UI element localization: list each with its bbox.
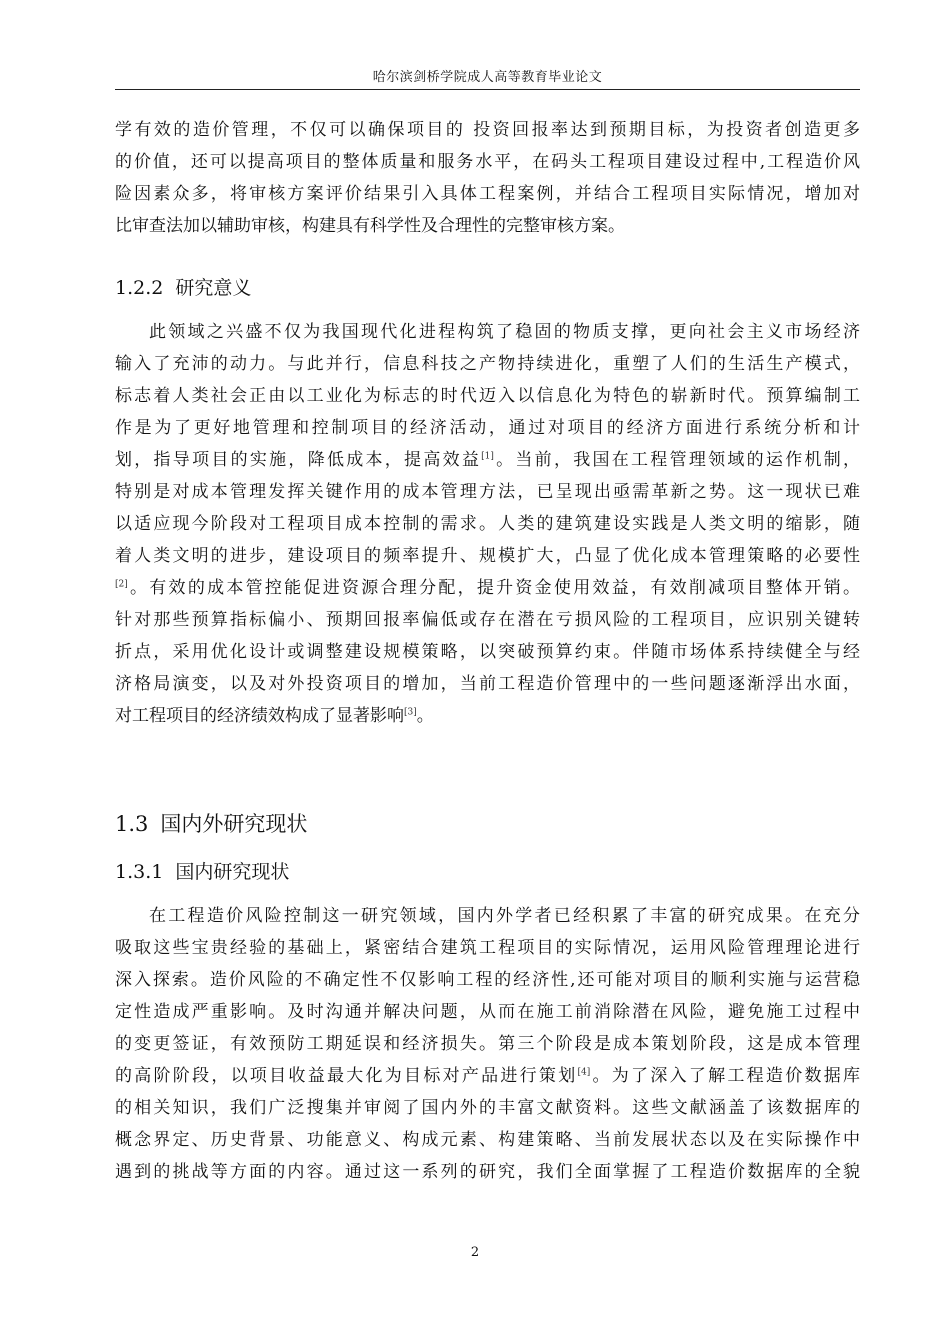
heading-number: 1.2.2 [115, 277, 164, 299]
text-line: 特别是对成本管理发挥关键作用的成本管理方法，已呈现出亟需革新之势。这一现状已难 [115, 482, 860, 502]
text-line: 的相关知识，我们广泛搜集并审阅了国内外的丰富文献资料。这些文献涵盖了该数据库的 [115, 1098, 860, 1118]
text-line: 定性造成严重影响。及时沟通并解决问题，从而在施工前消除潜在风险，避免施工过程中 [115, 1002, 860, 1022]
text-line: 标志着人类社会正由以工业化为标志的时代迈入以信息化为特色的崭新时代。预算编制工 [115, 386, 860, 406]
text-line: 济格局演变，以及对外投资项目的增加，当前工程造价管理中的一些问题逐渐浮出水面， [115, 674, 860, 694]
text-line: 深入探索。造价风险的不确定性不仅影响工程的经济性,还可能对项目的顺利实施与运营稳 [115, 970, 860, 990]
text-line: 着人类文明的进步，建设项目的频率提升、规模扩大，凸显了优化成本管理策略的必要性 [115, 546, 860, 566]
text-line [115, 700, 860, 732]
text-line [115, 1060, 860, 1092]
text-segment: 。为了深入了解工程造价数据库 [590, 1066, 861, 1086]
text-line: 针对那些预算指标偏小、预期回报率偏低或存在潜在亏损风险的工程项目，应识别关键转 [115, 610, 860, 630]
text-line: 学有效的造价管理，不仅可以确保项目的 投资回报率达到预期目标，为投资者创造更多 [115, 120, 860, 140]
text-line: 险因素众多，将审核方案评价结果引入具体工程案例，并结合工程项目实际情况，增加对 [115, 184, 860, 204]
text-segment: 。有效的成本管控能促进资源合理分配，提升资金使用效益，有效削减项目整体开销。 [127, 578, 860, 598]
running-header: 哈尔滨剑桥学院成人高等教育毕业论文 [372, 70, 603, 85]
text-line: 概念界定、历史背景、功能意义、构成元素、构建策略、当前发展状态以及在实际操作中 [115, 1130, 860, 1150]
heading-number: 1.3 [115, 812, 149, 836]
citation-ref: [3] [404, 707, 417, 718]
page-number: 2 [470, 1245, 480, 1260]
text-line: 遇到的挑战等方面的内容。通过这一系列的研究，我们全面掌握了工程造价数据库的全貌 [115, 1162, 860, 1182]
text-line: 此领域之兴盛不仅为我国现代化进程构筑了稳固的物质支撑，更向社会主义市场经济 [149, 322, 860, 342]
text-line: 以适应现今阶段对工程项目成本控制的需求。人类的建筑建设实践是人类文明的缩影，随 [115, 514, 860, 534]
heading-number: 1.3.1 [115, 861, 164, 883]
text-line: 的变更签证，有效预防工期延误和经济损失。第三个阶段是成本策划阶段，这是成本管理 [115, 1034, 860, 1054]
text-line: 作是为了更好地管理和控制项目的经济活动，通过对项目的经济方面进行系统分析和计 [115, 418, 860, 438]
text-line [115, 572, 860, 604]
section-heading-1-2-2 [115, 273, 251, 303]
text-line: 比审查法加以辅助审核，构建具有科学性及合理性的完整审核方案。 [115, 216, 625, 236]
text-line [115, 444, 860, 476]
text-segment: 。 [416, 706, 434, 726]
text-segment: 划，指导项目的实施，降低成本，提高效益 [115, 450, 482, 470]
citation-ref: [2] [115, 579, 128, 590]
heading-title: 国内研究现状 [175, 861, 290, 883]
text-line: 输入了充沛的动力。与此并行，信息科技之产物持续进化，重塑了人们的生活生产模式， [115, 354, 860, 374]
header-rule [115, 89, 860, 90]
citation-ref: [1] [481, 451, 494, 462]
text-line: 的价值，还可以提高项目的整体质量和服务水平，在码头工程项目建设过程中,工程造价风 [115, 152, 860, 172]
heading-title: 国内外研究现状 [160, 812, 308, 836]
text-segment: 。当前，我国在工程管理领域的运作机制， [493, 450, 860, 470]
heading-title: 研究意义 [175, 277, 252, 299]
citation-ref: [4] [577, 1067, 591, 1078]
text-line: 在工程造价风险控制这一研究领域，国内外学者已经积累了丰富的研究成果。在充分 [149, 906, 860, 926]
text-line: 折点，采用优化设计或调整建设规模策略，以突破预算约束。伴随市场体系持续健全与经 [115, 642, 860, 662]
text-line: 吸取这些宝贵经验的基础上，紧密结合建筑工程项目的实际情况，运用风险管理理论进行 [115, 938, 860, 958]
section-heading-1-3 [115, 808, 307, 840]
text-segment: 对工程项目的经济绩效构成了显著影响 [115, 706, 404, 726]
text-segment: 的高阶阶段，以项目收益最大化为目标对产品进行策划 [115, 1066, 578, 1086]
section-heading-1-3-1 [115, 857, 289, 887]
